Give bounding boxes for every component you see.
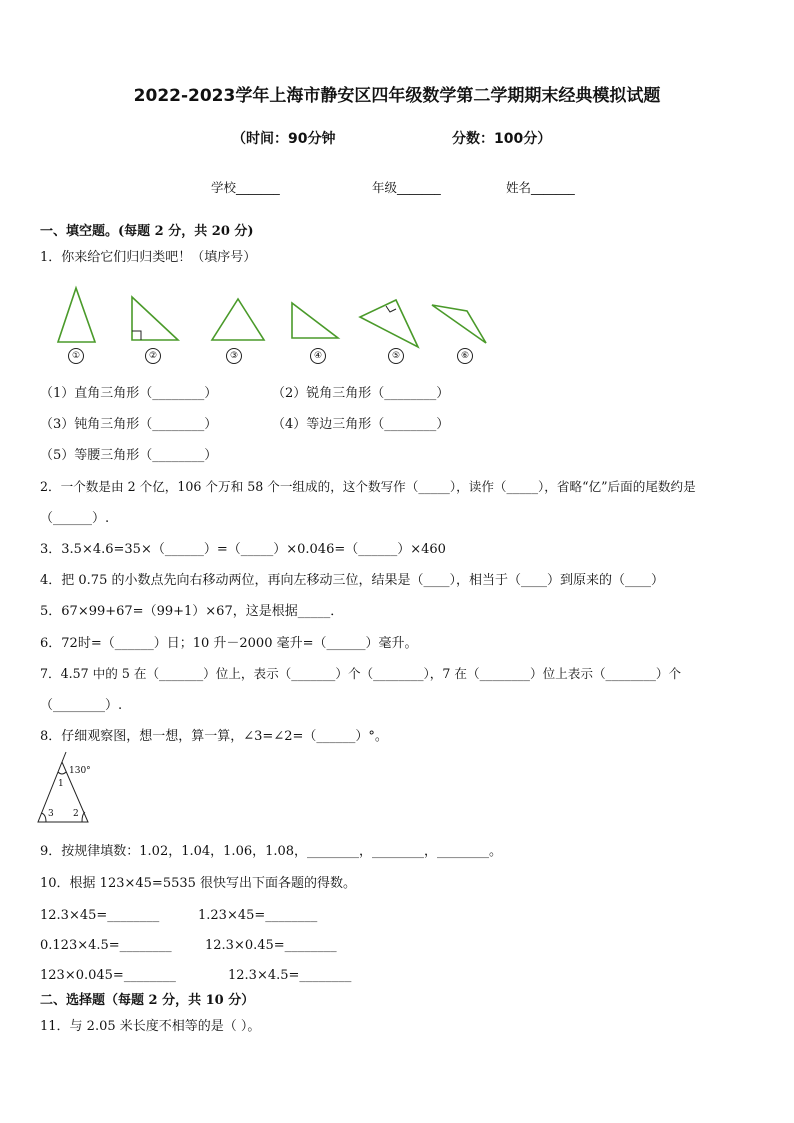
- q8-angle-3: 3: [48, 809, 54, 819]
- q1-item-right: （1）直角三角形（________）: [40, 386, 218, 401]
- question-8: 8．仔细观察图，想一想，算一算，∠3=∠2=（______）°。: [40, 729, 388, 744]
- question-7-line-1: 7．4.57 中的 5 在（_______）位上，表示（_______）个（________），7 在（________）位上表示（________）个: [40, 666, 682, 681]
- triangle-3: [212, 299, 264, 340]
- triangle-shapes: [58, 288, 486, 347]
- question-5: 5．67×99+67=（99+1）×67，这是根据_____．: [40, 604, 344, 619]
- triangle-5: [360, 300, 418, 347]
- right-angle-mark-5: [386, 306, 396, 312]
- triangle-4: [292, 303, 338, 338]
- figure-label-2: ②: [145, 348, 161, 364]
- grade-field: 年级_______: [372, 180, 441, 195]
- name-field: 姓名_______: [506, 180, 575, 195]
- q10-item: 12.3×45=________: [40, 908, 160, 923]
- q1-item-acute: （2）锐角三角形（________）: [272, 386, 450, 401]
- q10-item: 12.3×4.5=________: [228, 968, 352, 983]
- question-2-line-2: （______）.: [40, 511, 110, 526]
- question-1: 1．你来给它们归归类吧！（填序号）: [40, 250, 257, 265]
- question-2-line-1: 2．一个数是由 2 个亿，106 个万和 58 个一组成的，这个数写作（_____），读作（_____），省略“亿”后面的尾数约是: [40, 479, 696, 494]
- school-field: 学校_______: [211, 180, 280, 195]
- question-6: 6．72时=（______）日；10 升－2000 毫升=（______）毫升。: [40, 636, 418, 651]
- section-1-title: 一、填空题。(每题 2 分，共 20 分): [40, 224, 254, 239]
- figure-label-5: ⑤: [388, 348, 404, 364]
- triangle-2: [132, 297, 178, 340]
- question-10: 10．根据 123×45=5535 很快写出下面各题的得数。: [40, 876, 357, 891]
- triangle-1: [58, 288, 95, 342]
- q8-angle-1: 1: [58, 779, 64, 789]
- q10-item: 12.3×0.45=________: [205, 938, 337, 953]
- figure-label-6: ⑥: [457, 348, 473, 364]
- q8-angle-2: 2: [73, 809, 79, 819]
- question-4: 4．把 0.75 的小数点先向右移动两位，再向左移动三位，结果是（____），相当于（____）到原来的（____）: [40, 573, 664, 588]
- figure-label-3: ③: [226, 348, 242, 364]
- section-2-title: 二、选择题（每题 2 分，共 10 分）: [40, 993, 255, 1008]
- q10-item: 0.123×4.5=________: [40, 938, 172, 953]
- exam-time: （时间：90分钟: [232, 131, 336, 147]
- figure-label-1: ①: [68, 348, 84, 364]
- figure-label-4: ④: [310, 348, 326, 364]
- q1-item-obtuse: （3）钝角三角形（________）: [40, 417, 218, 432]
- triangle-6: [432, 305, 486, 343]
- question-9: 9．按规律填数：1.02，1.04，1.06，1.08，________，________，________。: [40, 844, 503, 859]
- exam-score: 分数：100分）: [452, 131, 552, 147]
- question-3: 3．3.5×4.6=35×（______）=（_____）×0.046=（______）×460: [40, 542, 446, 557]
- page-title: 2022-2023学年上海市静安区四年级数学第二学期期末经典模拟试题: [133, 86, 661, 106]
- q10-item: 123×0.045=________: [40, 968, 176, 983]
- q8-angle-label: 130°: [69, 766, 91, 776]
- question-7-line-2: （________）.: [40, 698, 123, 713]
- q1-item-equilateral: （4）等边三角形（________）: [272, 417, 450, 432]
- q1-item-isosceles: （5）等腰三角形（________）: [40, 448, 218, 463]
- right-angle-mark-2: [132, 331, 141, 340]
- question-11: 11．与 2.05 米长度不相等的是（ ）。: [40, 1019, 261, 1034]
- q10-item: 1.23×45=________: [198, 908, 318, 923]
